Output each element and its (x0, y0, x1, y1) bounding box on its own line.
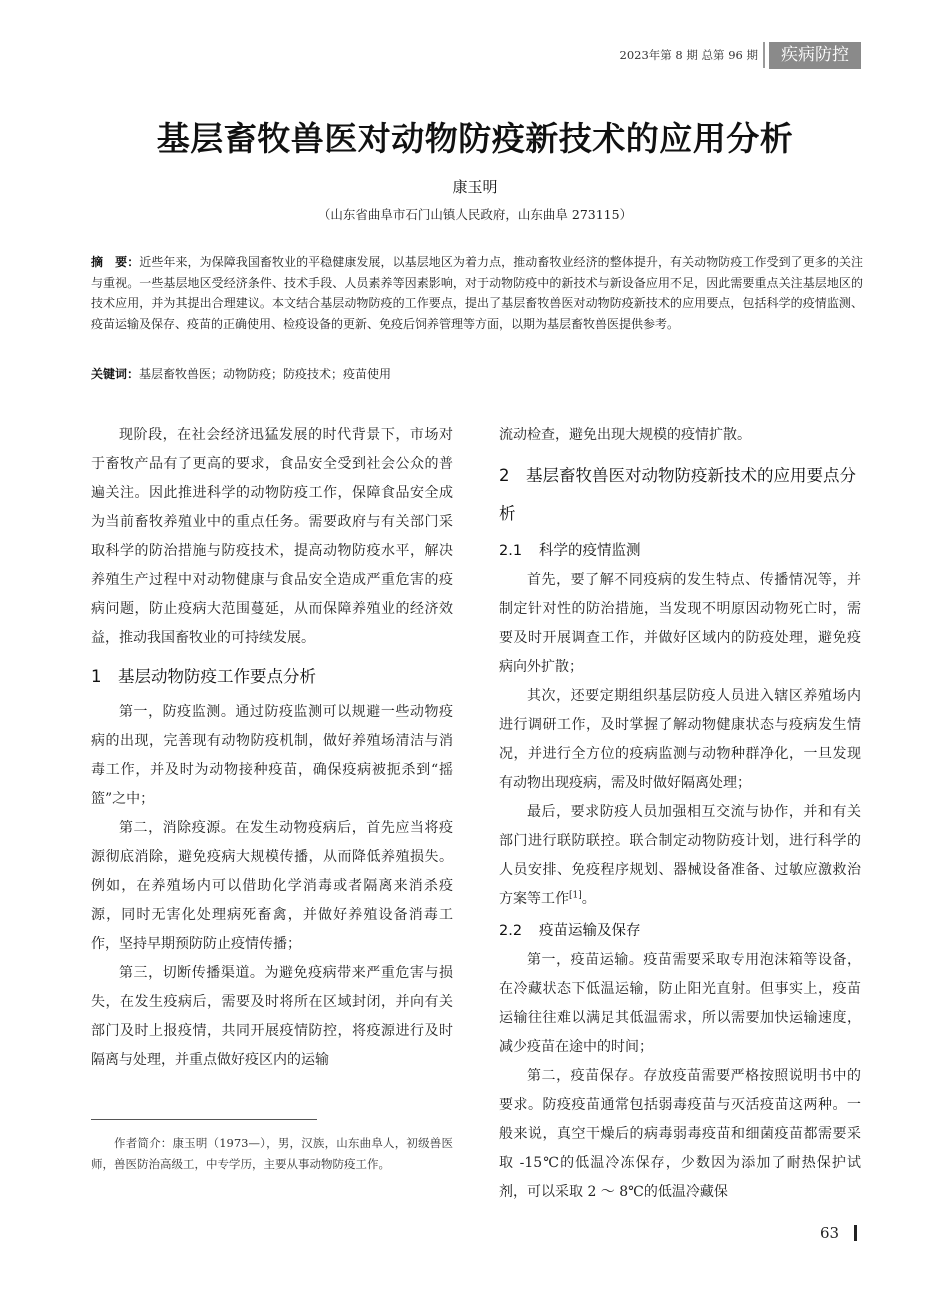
paragraph: 第三，切断传播渠道。为避免疫病带来严重危害与损失，在发生疫病后，需要及时将所在区域封闭，并向有关部门及时上报疫情，共同开展疫情防控，将疫源进行及时隔离与处理，并重点做好疫区内的运输 (91, 965, 453, 1068)
subsection-2-2-title: 疫苗运输及保存 (539, 923, 641, 939)
footnote-rule (91, 1119, 317, 1120)
section-1-heading (91, 662, 453, 691)
abstract (91, 252, 863, 334)
paragraph: 第二，疫苗保存。存放疫苗需要严格按照说明书中的要求。防疫疫苗通常包括弱毒疫苗与灭活疫苗这两种。一般来说，真空干燥后的病毒弱毒疫苗和细菌疫苗都需要采取 -15℃的低温冷冻保存，少数因为添加了耐热保护试剂，可以采取 2 ～ 8℃的低温冷藏保 (499, 1068, 861, 1200)
author-name: 康玉明 (452, 178, 498, 196)
section-2-heading (499, 457, 861, 533)
page-number-bar (854, 1225, 857, 1241)
keywords-label: 关键词： (91, 367, 140, 381)
abstract-text: 近些年来，为保障我国畜牧业的平稳健康发展，以基层地区为着力点，推动畜牧业经济的整体提升，有关动物防疫工作受到了更多的关注与重视。一些基层地区受经济条件、技术手段、人员素养等因素影响，对于动物防疫中的新技术与新设备应用不足，因此需要重点关注基层地区的技术应用，并为其提出合理建议。本文结合基层动物防疫的工作要点，提出了基层畜牧兽医对动物防疫新技术的应用要点，包括科学的疫情监测、疫苗运输及保存、疫苗的正确使用、检疫设备的更新、免疫后饲养管理等方面，以期为基层畜牧兽医提供参考。 (91, 255, 863, 331)
paragraph-continued: 流动检查，避免出现大规模的疫情扩散。 (499, 427, 751, 443)
citation-ref: [1] (569, 890, 582, 901)
section-1-title: 基层动物防疫工作要点分析 (118, 667, 316, 686)
paragraph-end: 。 (581, 891, 596, 907)
author-affiliation: （山东省曲阜市石门山镇人民政府，山东曲阜 273115） (317, 207, 633, 222)
intro-paragraph: 现阶段，在社会经济迅猛发展的时代背景下，市场对于畜牧产品有了更高的要求，食品安全受到社会公众的普遍关注。因此推进科学的动物防疫工作，保障食品安全成为当前畜牧养殖业中的重点任务。需要政府与有关部门采取科学的防治措施与防疫技术，提高动物防疫水平，解决养殖生产过程中对动物健康与食品安全造成严重危害的疫病问题，防止疫病大范围蔓延，从而保障养殖业的经济效益，推动我国畜牧业的可持续发展。 (91, 427, 453, 646)
author-footnote: 作者简介：康玉明（1973—），男，汉族，山东曲阜人，初级兽医师，兽医防治高级工，中专学历，主要从事动物防疫工作。 (91, 1136, 453, 1171)
paragraph-text: 最后，要求防疫人员加强相互交流与协作，并和有关部门进行联防联控。联合制定动物防疫计划，进行科学的人员安排、免疫程序规划、器械设备准备、过敏应激救治方案等工作 (499, 804, 861, 907)
keywords-text: 基层畜牧兽医；动物防疫；防疫技术；疫苗使用 (139, 367, 392, 381)
paragraph (499, 798, 861, 914)
paragraph: 首先，要了解不同疫病的发生特点、传播情况等，并制定针对性的防治措施，当发现不明原因动物死亡时，需要及时开展调查工作，并做好区域内的防疫处理，避免疫病向外扩散； (499, 572, 861, 675)
subsection-2-1-number: 2.1 (499, 543, 523, 559)
header-divider (763, 42, 765, 68)
keywords (91, 364, 863, 384)
page-number: 63 (820, 1224, 840, 1242)
paragraph: 第一，疫苗运输。疫苗需要采取专用泡沫箱等设备，在冷藏状态下低温运输，防止阳光直射。但事实上，疫苗运输往往难以满足其低温需求，所以需要加快运输速度，减少疫苗在途中的时间； (499, 952, 861, 1055)
subsection-2-2-heading (499, 917, 861, 946)
paragraph: 其次，还要定期组织基层防疫人员进入辖区养殖场内进行调研工作，及时掌握了解动物健康状态与疫病发生情况，并进行全方位的疫病监测与动物种群净化，一旦发现有动物出现疫病，需及时做好隔离处理； (499, 688, 861, 791)
subsection-2-1-title: 科学的疫情监测 (539, 543, 641, 559)
paragraph: 第一，防疫监测。通过防疫监测可以规避一些动物疫病的出现，完善现有动物防疫机制，做好养殖场清洁与消毒工作，并及时为动物接种疫苗，确保疫病被扼杀到“摇篮”之中； (91, 704, 453, 807)
article-title: 基层畜牧兽医对动物防疫新技术的应用分析 (156, 119, 794, 158)
section-1-number: 1 (91, 667, 102, 686)
paragraph: 第二，消除疫源。在发生动物疫病后，首先应当将疫源彻底消除，避免疫病大规模传播，从而降低养殖损失。例如，在养殖场内可以借助化学消毒或者隔离来消杀疫源，同时无害化处理病死畜禽，并做好养殖设备消毒工作，坚持早期预防防止疫情传播； (91, 820, 453, 952)
abstract-label: 摘 要： (91, 255, 140, 269)
section-2-number: 2 (499, 466, 510, 485)
issue-info: 2023年第 8 期 总第 96 期 (619, 48, 758, 62)
section-2-title: 基层畜牧兽医对动物防疫新技术的应用要点分析 (499, 466, 856, 523)
subsection-2-1-heading (499, 537, 861, 566)
right-column (499, 421, 861, 1207)
subsection-2-2-number: 2.2 (499, 923, 523, 939)
section-tag: 疾病防控 (769, 42, 861, 69)
left-column (91, 421, 453, 1075)
